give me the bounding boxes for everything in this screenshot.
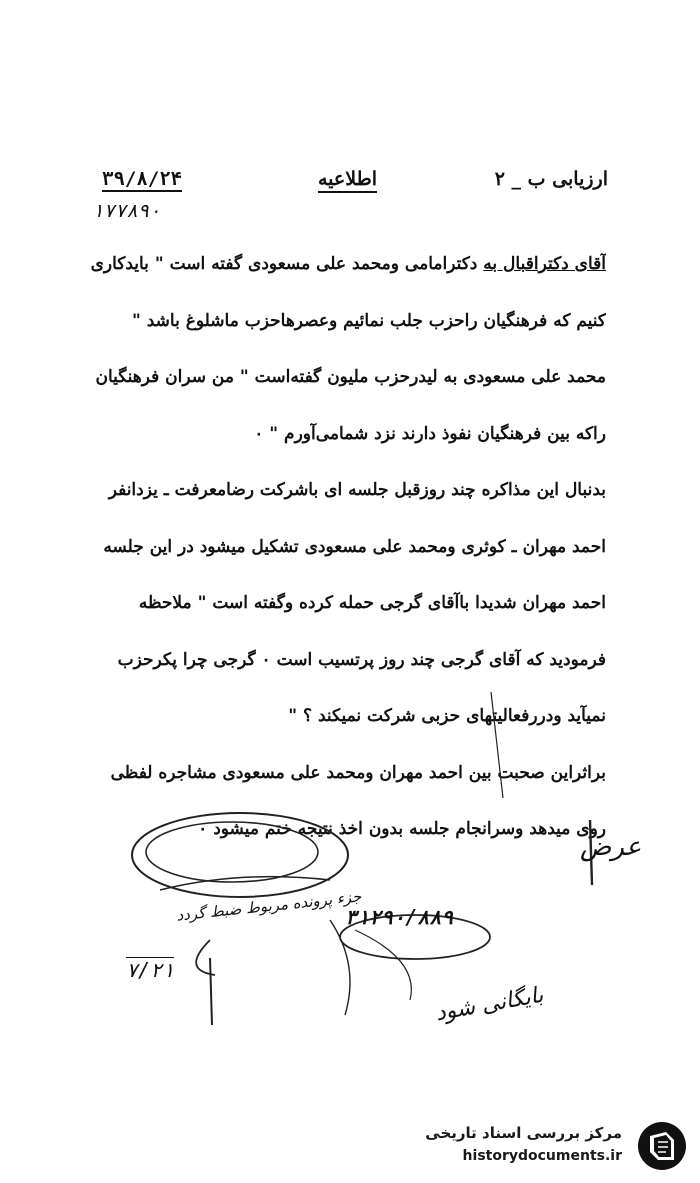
line-text: دکترامامی ومحمد علی مسعودی گفته است " بایدکاری — [90, 254, 484, 274]
line-text: محمد علی مسعودی به لیدرحزب ملیون گفته‌است " من سران فرهنگیان — [95, 367, 606, 387]
footer-watermark — [425, 1116, 694, 1176]
body-line — [58, 575, 606, 632]
line-text: نمیآید ودررفعالیتهای حزبی شرکت نمیکند ؟ " — [288, 706, 606, 726]
body-line — [58, 688, 606, 745]
body-line — [58, 632, 606, 689]
body-line — [58, 462, 606, 519]
line-text: کنیم که فرهنگیان راحزب جلب نمائیم وعصرهاحزب ماشلوغ باشد " — [131, 310, 606, 331]
line-text: احمد مهران شدیدا باآقای گرجی حمله کرده وگفته است " ملاحظه — [138, 593, 606, 613]
body-line — [58, 349, 606, 406]
archive-name: مرکز بررسی اسناد تاریخی — [425, 1124, 622, 1142]
document-date: ۳۹/۸/۲۴ — [102, 168, 183, 190]
archive-logo-icon — [636, 1120, 688, 1172]
handwritten-date: ۷/۲۱ — [126, 958, 175, 982]
body-line — [58, 293, 606, 350]
document-reference: ارزیابی ب _ ۲ — [494, 168, 608, 190]
secondary-number: ۱۷۷۸۹۰ — [92, 200, 161, 222]
margin-stroke — [488, 690, 506, 800]
document-title: اطلاعیه — [318, 168, 377, 193]
line-text: براثراین صحبت بین احمد مهران ومحمد علی مسعودی مشاجره لفظی — [110, 762, 606, 783]
body-line — [58, 745, 606, 802]
line-lead: آقای دکتراقبال به — [483, 254, 606, 274]
handwritten-note: جزء پرونده مربوط ضبط گردد — [175, 887, 363, 925]
line-text: فرمودید که آقای گرجی چند روز پرتسیب است ۰ گرجی چرا پکرحزب — [117, 649, 606, 670]
line-text: بدنبال این مذاکره چند روزقبل جلسه ای باشرکت رضامعرفت ـ یزدانفر — [108, 480, 606, 500]
stamp-number: ۳۱۲۹۰/۸۸۹ — [345, 905, 454, 929]
line-text: راکه بین فرهنگیان نفوذ دارند نزد شمامی‌آورم " ۰ — [254, 423, 606, 444]
body-line — [58, 236, 606, 293]
report-body — [58, 236, 606, 858]
body-line — [58, 406, 606, 463]
line-text: روی میدهد وسرانجام جلسه بدون اخذ نتیجه ختم میشود ۰ — [198, 819, 606, 839]
signature: بایگانی شود — [433, 982, 546, 1027]
margin-handwriting: عرض — [580, 832, 642, 862]
archive-website-link[interactable]: historydocuments.ir — [462, 1148, 622, 1164]
line-text: احمد مهران ـ کوثری ومحمد علی مسعودی تشکیل میشود در این جلسه — [103, 536, 606, 557]
body-line — [58, 519, 606, 576]
